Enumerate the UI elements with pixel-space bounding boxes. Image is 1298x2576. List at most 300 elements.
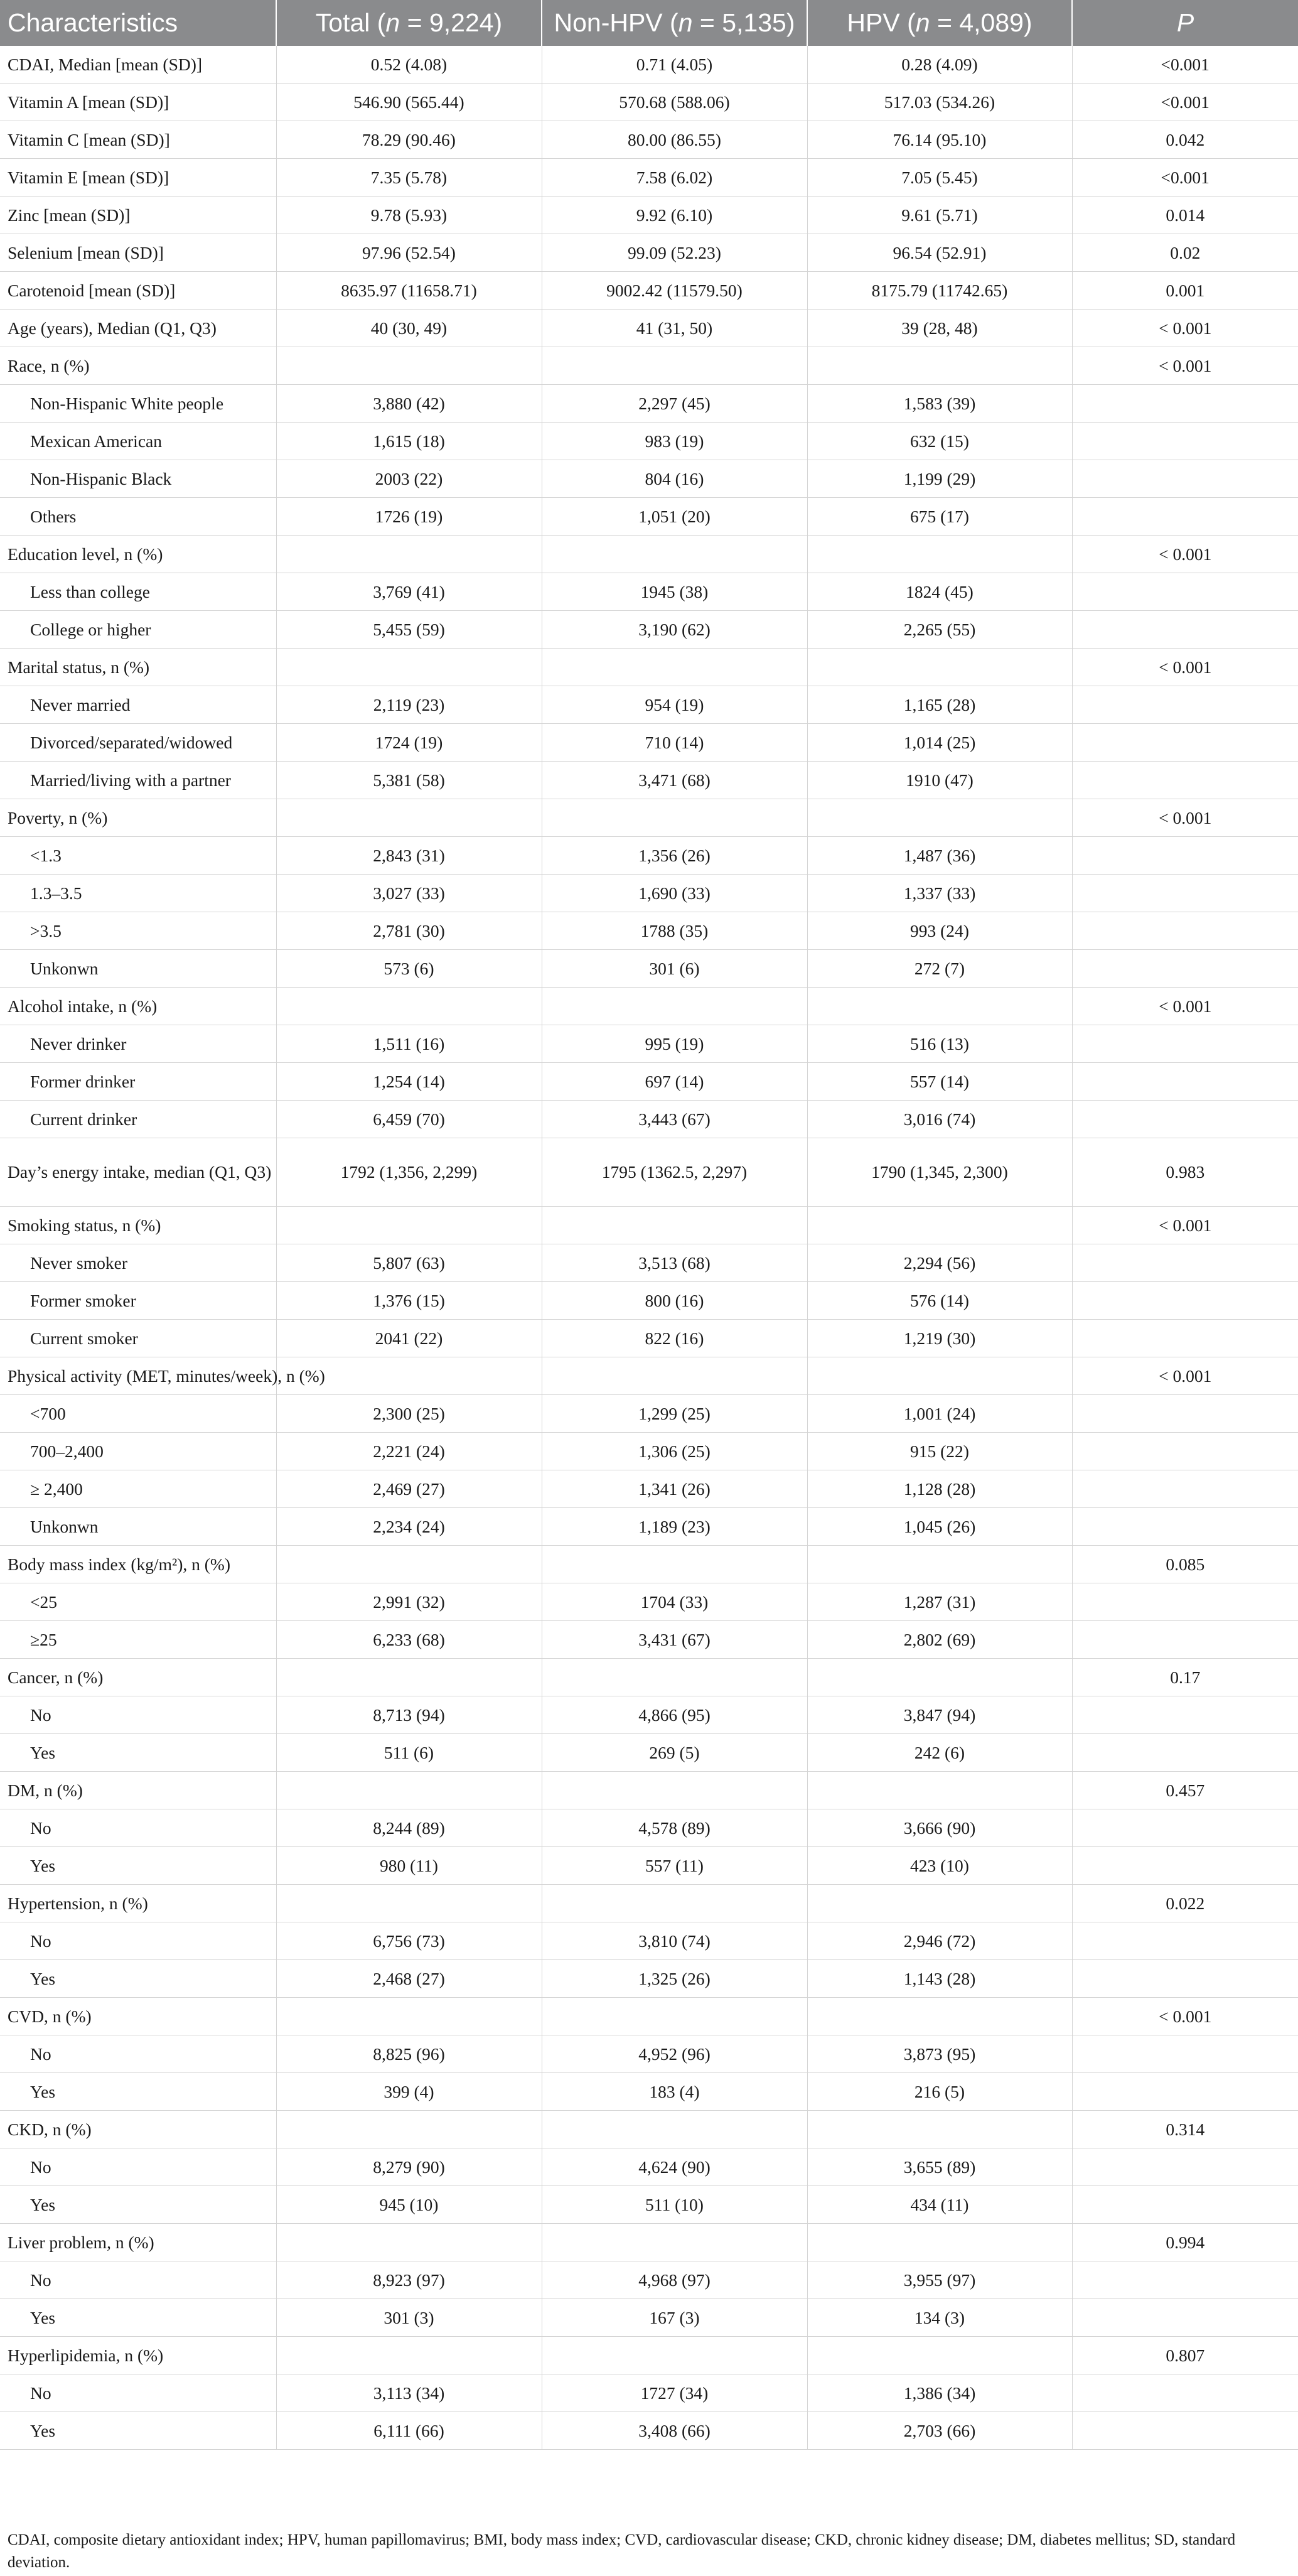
hpv-cell: 272 (7): [807, 950, 1072, 988]
total-cell: 6,111 (66): [276, 2412, 542, 2450]
total-cell: 1726 (19): [276, 498, 542, 536]
row-label: 700–2,400: [0, 1433, 276, 1470]
hpv-cell: [807, 649, 1072, 686]
hpv-cell: 3,016 (74): [807, 1101, 1072, 1138]
p-value-cell: [1072, 460, 1298, 498]
total-cell: 546.90 (565.44): [276, 84, 542, 121]
total-cell: 1,615 (18): [276, 423, 542, 460]
row-label: Selenium [mean (SD)]: [0, 234, 276, 272]
total-cell: 8635.97 (11658.71): [276, 272, 542, 310]
hpv-cell: 2,703 (66): [807, 2412, 1072, 2450]
total-cell: 2,234 (24): [276, 1508, 542, 1546]
hpv-cell: [807, 1659, 1072, 1696]
p-value-cell: 0.314: [1072, 2111, 1298, 2148]
table-subrow: [0, 1101, 1298, 1138]
non-hpv-cell: 1788 (35): [542, 912, 807, 950]
non-hpv-cell: 822 (16): [542, 1320, 807, 1357]
p-value-cell: [1072, 1960, 1298, 1998]
total-cell: [276, 988, 542, 1025]
table-row: [0, 1357, 1298, 1395]
hpv-cell: [807, 1546, 1072, 1583]
non-hpv-cell: [542, 536, 807, 573]
row-label: Vitamin E [mean (SD)]: [0, 159, 276, 197]
hpv-cell: 1,386 (34): [807, 2374, 1072, 2412]
non-hpv-cell: 570.68 (588.06): [542, 84, 807, 121]
row-label: Never smoker: [0, 1244, 276, 1282]
p-value-cell: 0.457: [1072, 1772, 1298, 1809]
total-cell: [276, 347, 542, 385]
non-hpv-cell: 167 (3): [542, 2299, 807, 2337]
table-row: [0, 2337, 1298, 2374]
total-cell: [276, 536, 542, 573]
total-cell: [276, 799, 542, 837]
total-cell: 301 (3): [276, 2299, 542, 2337]
row-label: Age (years), Median (Q1, Q3): [0, 310, 276, 347]
table-footnote: CDAI, composite dietary antioxidant index; HPV, human papillomavirus; BMI, body mass index; CVD, cardiovascular disease; CKD, chronic kidney disease; DM, diabetes mellitus; SD, standard deviation.: [8, 2531, 1236, 2571]
hpv-cell: 1,014 (25): [807, 724, 1072, 762]
row-label: Yes: [0, 1847, 276, 1885]
total-cell: 2,468 (27): [276, 1960, 542, 1998]
table-row: [0, 121, 1298, 159]
total-cell: 1792 (1,356, 2,299): [276, 1138, 542, 1207]
non-hpv-cell: [542, 1772, 807, 1809]
p-value-cell: [1072, 1244, 1298, 1282]
table-row: [0, 1885, 1298, 1922]
non-hpv-cell: 557 (11): [542, 1847, 807, 1885]
hpv-cell: 3,873 (95): [807, 2035, 1072, 2073]
table-row: [0, 649, 1298, 686]
table-subrow: [0, 1696, 1298, 1734]
table-row: [0, 46, 1298, 84]
non-hpv-cell: 99.09 (52.23): [542, 234, 807, 272]
row-label: No: [0, 2261, 276, 2299]
hpv-cell: [807, 2224, 1072, 2261]
non-hpv-cell: 710 (14): [542, 724, 807, 762]
non-hpv-cell: 4,952 (96): [542, 2035, 807, 2073]
table-subrow: [0, 460, 1298, 498]
table-subrow: [0, 1809, 1298, 1847]
non-hpv-cell: 9.92 (6.10): [542, 197, 807, 234]
row-label: Unkonwn: [0, 1508, 276, 1546]
table-row: [0, 197, 1298, 234]
non-hpv-cell: [542, 799, 807, 837]
row-label: Hypertension, n (%): [0, 1885, 276, 1922]
hpv-cell: 242 (6): [807, 1734, 1072, 1772]
total-cell: 8,923 (97): [276, 2261, 542, 2299]
table-subrow: [0, 2148, 1298, 2186]
p-value-cell: [1072, 1583, 1298, 1621]
hpv-cell: [807, 1772, 1072, 1809]
total-cell: 7.35 (5.78): [276, 159, 542, 197]
row-label: Yes: [0, 2299, 276, 2337]
total-cell: [276, 1659, 542, 1696]
hpv-cell: 1,287 (31): [807, 1583, 1072, 1621]
table-subrow: [0, 1025, 1298, 1063]
total-cell: 6,756 (73): [276, 1922, 542, 1960]
table-subrow: [0, 1470, 1298, 1508]
p-value-cell: [1072, 385, 1298, 423]
non-hpv-cell: 4,968 (97): [542, 2261, 807, 2299]
table-subrow: [0, 2035, 1298, 2073]
non-hpv-cell: [542, 347, 807, 385]
p-value-cell: < 0.001: [1072, 1998, 1298, 2035]
hpv-cell: [807, 2337, 1072, 2374]
table-subrow: [0, 875, 1298, 912]
non-hpv-cell: 3,190 (62): [542, 611, 807, 649]
hpv-cell: 434 (11): [807, 2186, 1072, 2224]
table-row: [0, 84, 1298, 121]
table-row: [0, 234, 1298, 272]
table-subrow: [0, 1244, 1298, 1282]
non-hpv-cell: [542, 2111, 807, 2148]
total-cell: 8,825 (96): [276, 2035, 542, 2073]
non-hpv-cell: 1,341 (26): [542, 1470, 807, 1508]
p-value-cell: 0.02: [1072, 234, 1298, 272]
non-hpv-cell: [542, 1207, 807, 1244]
table-subrow: [0, 1395, 1298, 1433]
hpv-cell: 1790 (1,345, 2,300): [807, 1138, 1072, 1207]
non-hpv-cell: 3,443 (67): [542, 1101, 807, 1138]
p-value-cell: [1072, 1470, 1298, 1508]
non-hpv-cell: 4,866 (95): [542, 1696, 807, 1734]
total-cell: 2,991 (32): [276, 1583, 542, 1621]
p-value-cell: 0.983: [1072, 1138, 1298, 1207]
hpv-cell: 1,219 (30): [807, 1320, 1072, 1357]
hpv-cell: [807, 1207, 1072, 1244]
p-value-cell: <0.001: [1072, 159, 1298, 197]
non-hpv-cell: 1,189 (23): [542, 1508, 807, 1546]
table-subrow: [0, 1847, 1298, 1885]
hpv-cell: 423 (10): [807, 1847, 1072, 1885]
p-value-cell: [1072, 2148, 1298, 2186]
row-label: <1.3: [0, 837, 276, 875]
hpv-cell: 557 (14): [807, 1063, 1072, 1101]
non-hpv-cell: 1,306 (25): [542, 1433, 807, 1470]
p-value-cell: < 0.001: [1072, 536, 1298, 573]
header-hpv-rest: = 4,089): [930, 8, 1032, 37]
total-cell: 9.78 (5.93): [276, 197, 542, 234]
table-row: [0, 347, 1298, 385]
p-value-cell: [1072, 1696, 1298, 1734]
header-hpv-label: HPV (: [847, 8, 916, 37]
p-value-cell: [1072, 2412, 1298, 2450]
non-hpv-cell: 4,624 (90): [542, 2148, 807, 2186]
total-cell: [276, 1998, 542, 2035]
hpv-cell: 1,143 (28): [807, 1960, 1072, 1998]
p-value-cell: [1072, 423, 1298, 460]
table-subrow: [0, 1433, 1298, 1470]
non-hpv-cell: [542, 649, 807, 686]
table-subrow: [0, 1063, 1298, 1101]
total-cell: 3,769 (41): [276, 573, 542, 611]
non-hpv-cell: [542, 988, 807, 1025]
table-subrow: [0, 1508, 1298, 1546]
total-cell: 2,119 (23): [276, 686, 542, 724]
table-row: [0, 310, 1298, 347]
hpv-cell: 7.05 (5.45): [807, 159, 1072, 197]
non-hpv-cell: 9002.42 (11579.50): [542, 272, 807, 310]
row-label: Alcohol intake, n (%): [0, 988, 276, 1025]
row-label: Hyperlipidemia, n (%): [0, 2337, 276, 2374]
p-value-cell: [1072, 724, 1298, 762]
row-label: Zinc [mean (SD)]: [0, 197, 276, 234]
total-cell: [276, 1546, 542, 1583]
total-cell: [276, 1772, 542, 1809]
hpv-cell: 76.14 (95.10): [807, 121, 1072, 159]
row-label: No: [0, 2148, 276, 2186]
p-value-cell: [1072, 1433, 1298, 1470]
non-hpv-cell: 1704 (33): [542, 1583, 807, 1621]
total-cell: 2,781 (30): [276, 912, 542, 950]
p-value-cell: [1072, 837, 1298, 875]
row-label: Yes: [0, 1960, 276, 1998]
table-subrow: [0, 1282, 1298, 1320]
row-label: Former smoker: [0, 1282, 276, 1320]
row-label: No: [0, 1809, 276, 1847]
table-subrow: [0, 762, 1298, 799]
row-label: Physical activity (MET, minutes/week), n (%): [0, 1357, 276, 1395]
p-value-cell: [1072, 2073, 1298, 2111]
p-value-cell: [1072, 2299, 1298, 2337]
row-label: CDAI, Median [mean (SD)]: [0, 46, 276, 84]
p-value-cell: [1072, 1063, 1298, 1101]
non-hpv-cell: 3,810 (74): [542, 1922, 807, 1960]
row-label: Yes: [0, 1734, 276, 1772]
hpv-cell: 1,199 (29): [807, 460, 1072, 498]
total-cell: 97.96 (52.54): [276, 234, 542, 272]
row-label: Non-Hispanic Black: [0, 460, 276, 498]
non-hpv-cell: 954 (19): [542, 686, 807, 724]
total-cell: [276, 1207, 542, 1244]
p-value-cell: [1072, 875, 1298, 912]
row-label: Less than college: [0, 573, 276, 611]
non-hpv-cell: 269 (5): [542, 1734, 807, 1772]
row-label: No: [0, 2374, 276, 2412]
header-nonhpv-n: n: [678, 8, 693, 37]
non-hpv-cell: 3,513 (68): [542, 1244, 807, 1282]
header-row: [0, 0, 1298, 46]
hpv-cell: 3,666 (90): [807, 1809, 1072, 1847]
hpv-cell: 675 (17): [807, 498, 1072, 536]
non-hpv-cell: 1,356 (26): [542, 837, 807, 875]
header-nonhpv-rest: = 5,135): [692, 8, 795, 37]
hpv-cell: 516 (13): [807, 1025, 1072, 1063]
p-value-cell: < 0.001: [1072, 1207, 1298, 1244]
hpv-cell: 1,487 (36): [807, 837, 1072, 875]
total-cell: 2,300 (25): [276, 1395, 542, 1433]
header-total-label: Total (: [315, 8, 386, 37]
non-hpv-cell: 1795 (1362.5, 2,297): [542, 1138, 807, 1207]
hpv-cell: 1824 (45): [807, 573, 1072, 611]
hpv-cell: 576 (14): [807, 1282, 1072, 1320]
total-cell: [276, 2111, 542, 2148]
table-subrow: [0, 912, 1298, 950]
total-cell: 8,279 (90): [276, 2148, 542, 2186]
hpv-cell: [807, 2111, 1072, 2148]
p-value-cell: 0.17: [1072, 1659, 1298, 1696]
p-value-cell: <0.001: [1072, 46, 1298, 84]
row-label: Education level, n (%): [0, 536, 276, 573]
table-row: [0, 272, 1298, 310]
hpv-cell: [807, 988, 1072, 1025]
row-label: Vitamin C [mean (SD)]: [0, 121, 276, 159]
p-value-cell: [1072, 762, 1298, 799]
total-cell: 1,511 (16): [276, 1025, 542, 1063]
total-cell: 399 (4): [276, 2073, 542, 2111]
hpv-cell: 1,337 (33): [807, 875, 1072, 912]
row-label: Current smoker: [0, 1320, 276, 1357]
p-value-cell: [1072, 686, 1298, 724]
total-cell: 2,469 (27): [276, 1470, 542, 1508]
hpv-cell: 1,583 (39): [807, 385, 1072, 423]
total-cell: 3,113 (34): [276, 2374, 542, 2412]
hpv-cell: 3,955 (97): [807, 2261, 1072, 2299]
row-label: Yes: [0, 2073, 276, 2111]
total-cell: 1724 (19): [276, 724, 542, 762]
non-hpv-cell: 511 (10): [542, 2186, 807, 2224]
row-label: No: [0, 2035, 276, 2073]
p-value-cell: < 0.001: [1072, 799, 1298, 837]
row-label: CKD, n (%): [0, 2111, 276, 2148]
p-value-cell: <0.001: [1072, 84, 1298, 121]
table-row: [0, 799, 1298, 837]
table-subrow: [0, 423, 1298, 460]
header-non-hpv: [542, 0, 807, 46]
table-subrow: [0, 2073, 1298, 2111]
hpv-cell: 993 (24): [807, 912, 1072, 950]
hpv-cell: 39 (28, 48): [807, 310, 1072, 347]
p-value-cell: [1072, 1734, 1298, 1772]
hpv-cell: 632 (15): [807, 423, 1072, 460]
p-value-cell: < 0.001: [1072, 310, 1298, 347]
hpv-cell: 2,265 (55): [807, 611, 1072, 649]
row-label: <700: [0, 1395, 276, 1433]
non-hpv-cell: 7.58 (6.02): [542, 159, 807, 197]
header-p-value: [1072, 0, 1298, 46]
table-subrow: [0, 498, 1298, 536]
table-subrow: [0, 2299, 1298, 2337]
non-hpv-cell: 1,299 (25): [542, 1395, 807, 1433]
non-hpv-cell: 3,431 (67): [542, 1621, 807, 1659]
header-hpv: [807, 0, 1072, 46]
total-cell: 8,244 (89): [276, 1809, 542, 1847]
p-value-cell: 0.022: [1072, 1885, 1298, 1922]
total-cell: 2,843 (31): [276, 837, 542, 875]
row-label: Former drinker: [0, 1063, 276, 1101]
hpv-cell: [807, 1998, 1072, 2035]
table-subrow: [0, 837, 1298, 875]
p-value-cell: 0.085: [1072, 1546, 1298, 1583]
table-row: [0, 536, 1298, 573]
p-value-cell: [1072, 1395, 1298, 1433]
non-hpv-cell: 3,408 (66): [542, 2412, 807, 2450]
hpv-cell: 0.28 (4.09): [807, 46, 1072, 84]
non-hpv-cell: 1,690 (33): [542, 875, 807, 912]
header-total-rest: = 9,224): [400, 8, 503, 37]
table-subrow: [0, 724, 1298, 762]
total-cell: 6,459 (70): [276, 1101, 542, 1138]
row-label: Others: [0, 498, 276, 536]
non-hpv-cell: 0.71 (4.05): [542, 46, 807, 84]
p-value-cell: [1072, 611, 1298, 649]
non-hpv-cell: 183 (4): [542, 2073, 807, 2111]
non-hpv-cell: 983 (19): [542, 423, 807, 460]
non-hpv-cell: 995 (19): [542, 1025, 807, 1063]
row-label: Vitamin A [mean (SD)]: [0, 84, 276, 121]
non-hpv-cell: 1945 (38): [542, 573, 807, 611]
hpv-cell: 2,946 (72): [807, 1922, 1072, 1960]
row-label: Smoking status, n (%): [0, 1207, 276, 1244]
hpv-cell: 2,802 (69): [807, 1621, 1072, 1659]
row-label: Poverty, n (%): [0, 799, 276, 837]
table-subrow: [0, 1621, 1298, 1659]
p-value-cell: 0.994: [1072, 2224, 1298, 2261]
row-label: Cancer, n (%): [0, 1659, 276, 1696]
table-row: [0, 2111, 1298, 2148]
row-label: Body mass index (kg/m²), n (%): [0, 1546, 276, 1583]
hpv-cell: 1,001 (24): [807, 1395, 1072, 1433]
p-value-cell: 0.014: [1072, 197, 1298, 234]
non-hpv-cell: [542, 1659, 807, 1696]
non-hpv-cell: 41 (31, 50): [542, 310, 807, 347]
non-hpv-cell: 1,325 (26): [542, 1960, 807, 1998]
table-subrow: [0, 686, 1298, 724]
non-hpv-cell: 80.00 (86.55): [542, 121, 807, 159]
hpv-cell: 3,655 (89): [807, 2148, 1072, 2186]
total-cell: 2003 (22): [276, 460, 542, 498]
row-label: >3.5: [0, 912, 276, 950]
hpv-cell: [807, 1885, 1072, 1922]
non-hpv-cell: 4,578 (89): [542, 1809, 807, 1847]
table-subrow: [0, 385, 1298, 423]
table-row: [0, 988, 1298, 1025]
total-cell: 78.29 (90.46): [276, 121, 542, 159]
non-hpv-cell: 800 (16): [542, 1282, 807, 1320]
total-cell: 5,807 (63): [276, 1244, 542, 1282]
hpv-cell: 2,294 (56): [807, 1244, 1072, 1282]
hpv-cell: 9.61 (5.71): [807, 197, 1072, 234]
hpv-cell: 1,165 (28): [807, 686, 1072, 724]
table-row: [0, 1138, 1298, 1207]
table-row: [0, 1998, 1298, 2035]
row-label: ≥25: [0, 1621, 276, 1659]
hpv-cell: [807, 799, 1072, 837]
row-label: Never married: [0, 686, 276, 724]
p-value-cell: [1072, 2374, 1298, 2412]
row-label: No: [0, 1696, 276, 1734]
p-value-cell: [1072, 2035, 1298, 2073]
total-cell: 3,880 (42): [276, 385, 542, 423]
row-label: Non-Hispanic White people: [0, 385, 276, 423]
table-subrow: [0, 2374, 1298, 2412]
total-cell: 573 (6): [276, 950, 542, 988]
total-cell: [276, 2224, 542, 2261]
hpv-cell: 216 (5): [807, 2073, 1072, 2111]
p-value-cell: < 0.001: [1072, 988, 1298, 1025]
table-row: [0, 159, 1298, 197]
table-subrow: [0, 1320, 1298, 1357]
row-label: Divorced/separated/widowed: [0, 724, 276, 762]
p-value-cell: < 0.001: [1072, 649, 1298, 686]
total-cell: 980 (11): [276, 1847, 542, 1885]
p-value-cell: [1072, 1809, 1298, 1847]
table-row: [0, 1772, 1298, 1809]
table-subrow: [0, 2186, 1298, 2224]
non-hpv-cell: [542, 1998, 807, 2035]
total-cell: 2,221 (24): [276, 1433, 542, 1470]
hpv-cell: [807, 1357, 1072, 1395]
non-hpv-cell: 2,297 (45): [542, 385, 807, 423]
